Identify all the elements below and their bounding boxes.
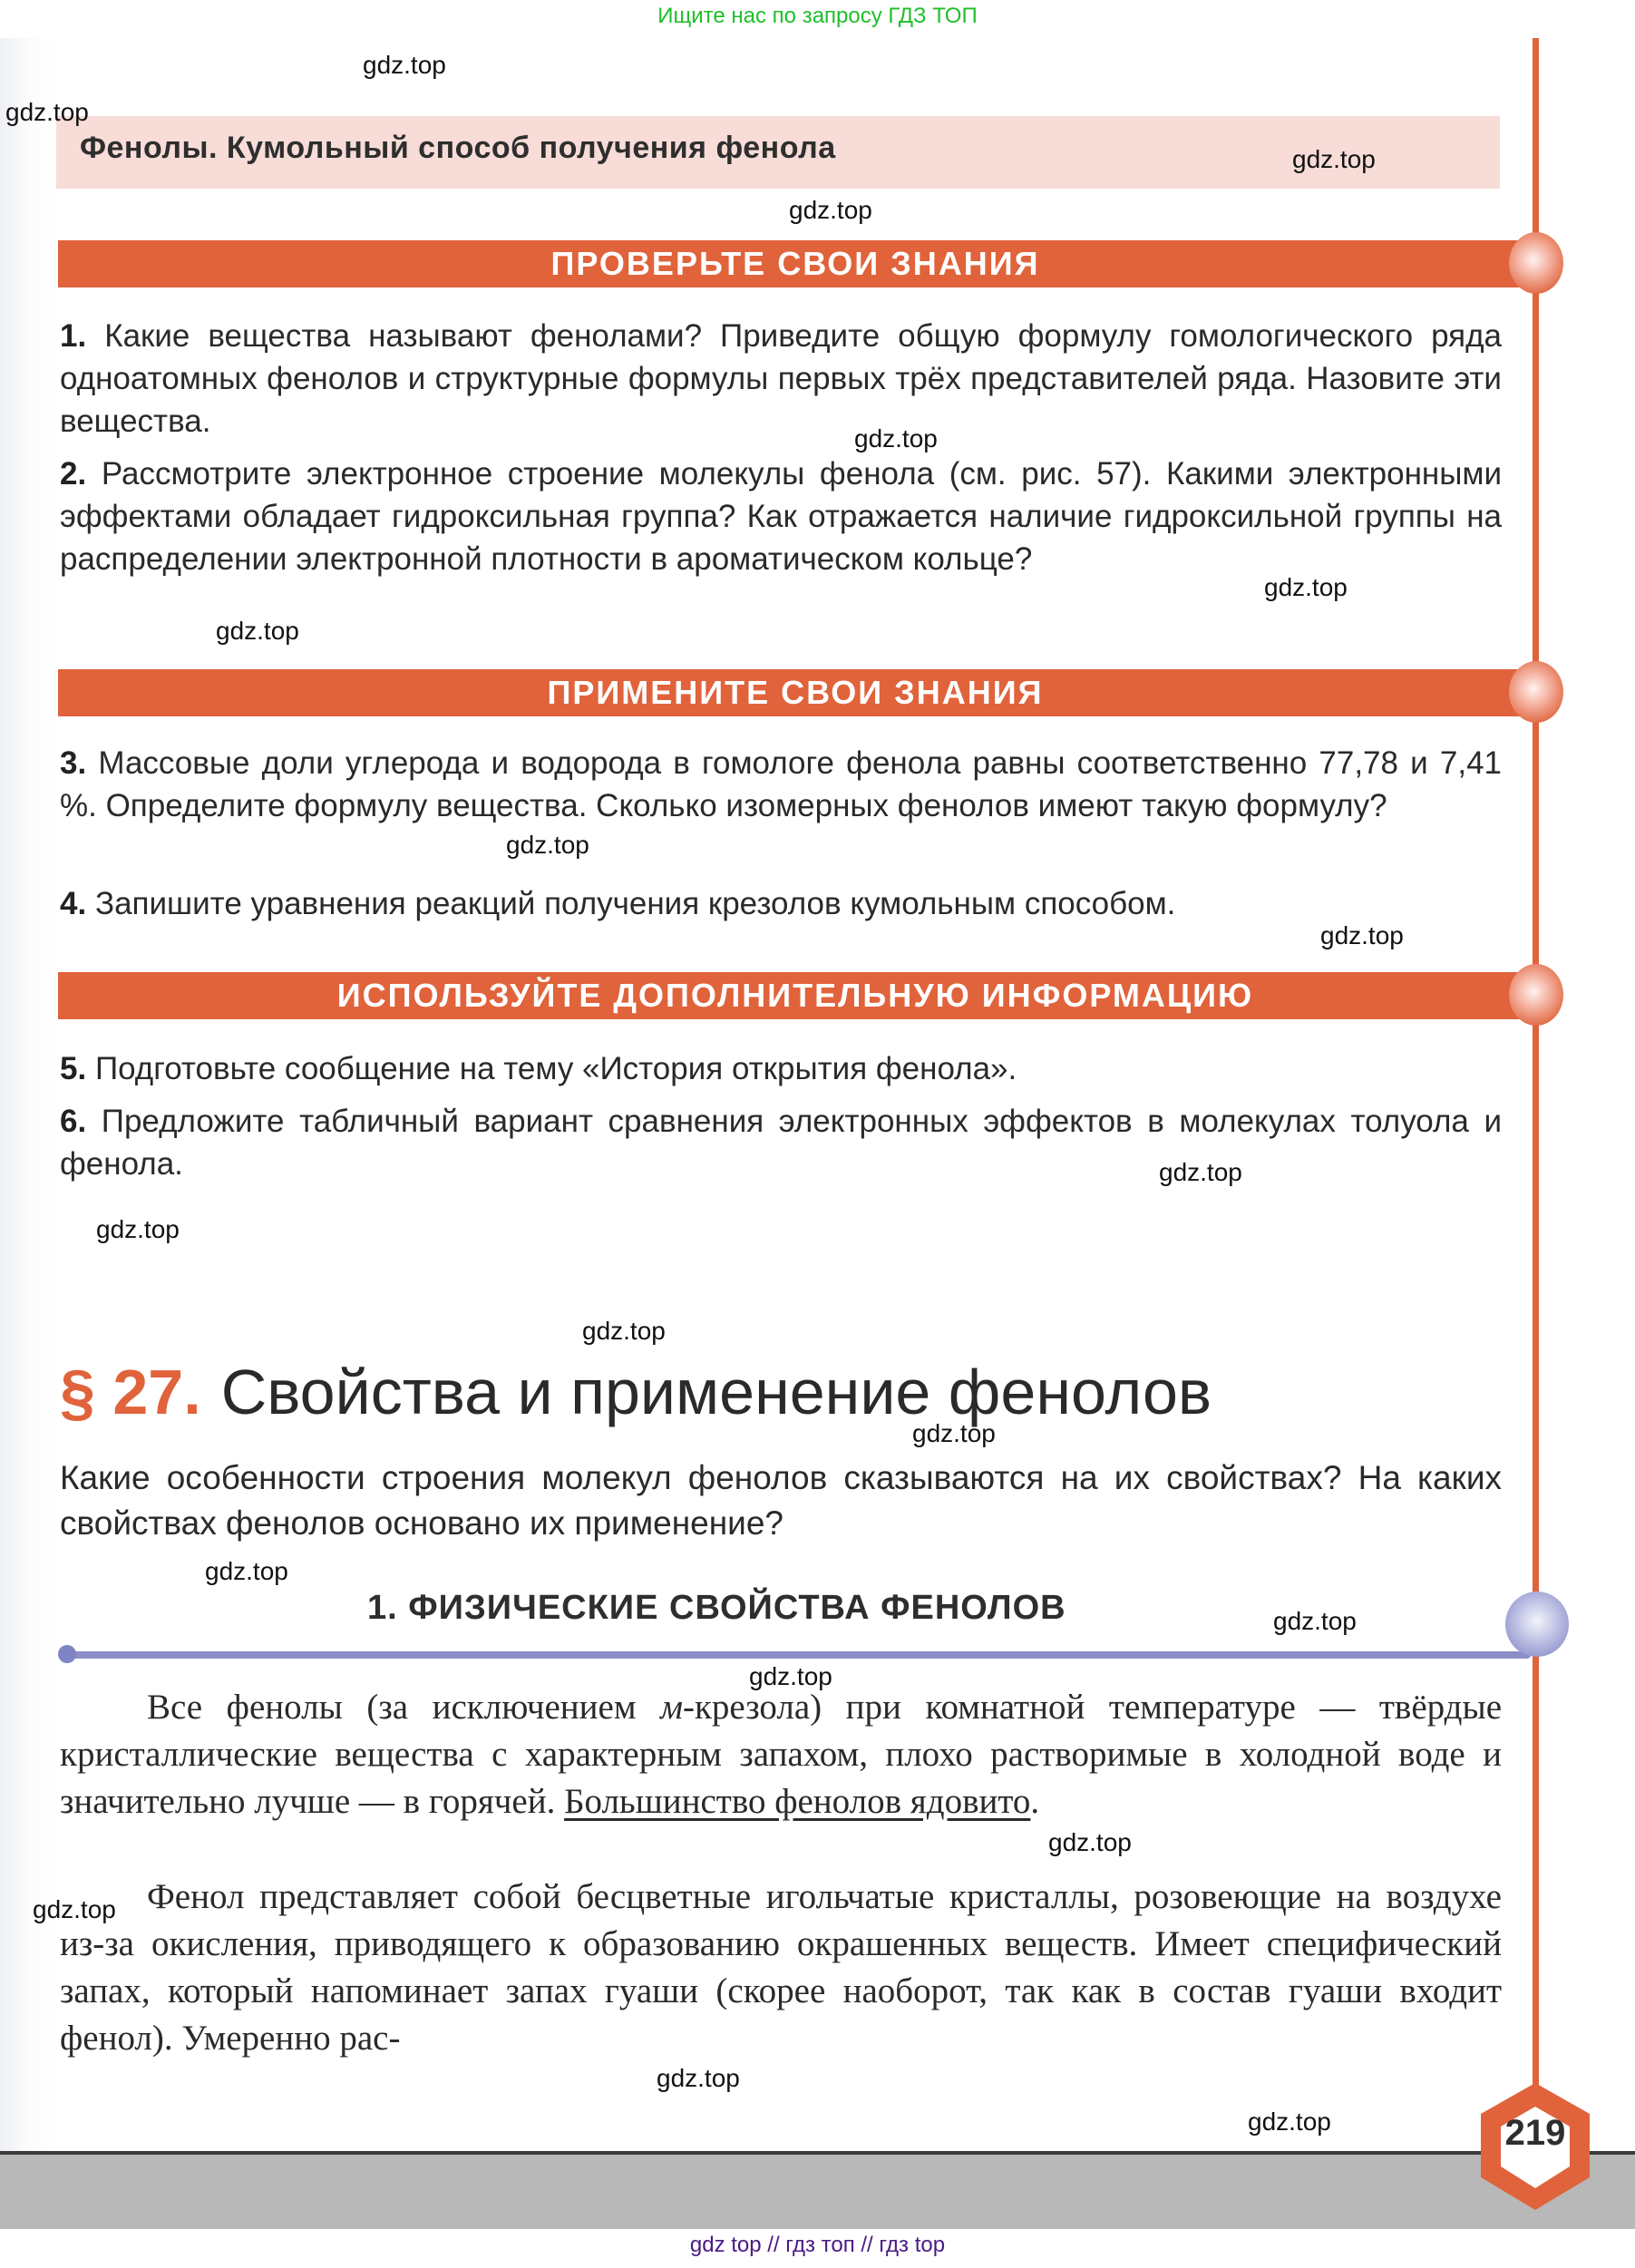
watermark: gdz.top [1292, 145, 1376, 173]
question-number: 1. [60, 318, 87, 354]
watermark: gdz.top [1048, 1828, 1132, 1856]
watermark: gdz.top [363, 51, 446, 79]
italic-m: м [660, 1688, 683, 1727]
question-text: Рассмотрите электронное строение молекулы фенола (см. рис. 57). Какими электронными эффектами обладает гидроксильная группа? Как отражается наличие гидроксильной группы на распределении электронной плотности в ароматическом кольце? [60, 456, 1502, 577]
question-2 [60, 453, 1502, 580]
heading-band-check-knowledge [58, 240, 1533, 287]
question-1 [60, 315, 1502, 443]
heading-extra-info: ИСПОЛЬЗУЙТЕ ДОПОЛНИТЕЛЬНУЮ ИНФОРМАЦИЮ [336, 977, 1254, 1014]
watermark: gdz.top [1264, 573, 1348, 601]
page-right-rail [1533, 38, 1539, 2124]
watermark: gdz.top [854, 424, 938, 453]
watermark: gdz.top [582, 1317, 666, 1345]
question-number: 5. [60, 1051, 87, 1086]
page-footer-band [0, 2151, 1635, 2229]
watermark: gdz.top [216, 617, 299, 645]
watermark: gdz.top [96, 1215, 180, 1243]
watermark: gdz.top [5, 98, 89, 126]
heading-check-knowledge: ПРОВЕРЬТЕ СВОИ ЗНАНИЯ [550, 245, 1040, 282]
question-number: 4. [60, 886, 87, 921]
question-text: Массовые доли углерода и водорода в гомологе фенола равны соответственно 77,78 и 7,41 %. Определите формулу вещества. Сколько изомерных фенолов имеют такую формулу? [60, 745, 1503, 823]
orange-ball-icon [1509, 232, 1563, 294]
bottom-links[interactable]: gdz top // гдз топ // гдз top [689, 2233, 946, 2257]
watermark: gdz.top [33, 1895, 116, 1923]
question-number: 2. [60, 456, 87, 492]
question-text: Запишите уравнения реакций получения крезолов кумольным способом. [94, 886, 1176, 921]
divider-dot-icon [58, 1645, 76, 1663]
question-text: Предложите табличный вариант сравнения электронных эффектов в молекулах толуола и фенола. [60, 1104, 1502, 1182]
paragraph-physical-properties: Все фенолы (за исключением м-крезола) при комнатной температуре — твёрдые кристаллические вещества с характерным запахом, плохо растворимые в холодной воде и значительно лучше — в горячей. Большинство фенолов ядовито. [60, 1688, 1503, 1821]
question-4 [60, 882, 1502, 925]
question-5 [60, 1047, 1502, 1090]
section-intro-questions: Какие особенности строения молекул фенолов сказываются на их свойствах? На каких свойствах фенолов основано их применение? [60, 1459, 1502, 1542]
question-number: 6. [60, 1104, 87, 1139]
section-title-text: Свойства и применение фенолов [220, 1357, 1212, 1427]
watermark: gdz.top [912, 1419, 996, 1447]
section-title [60, 1356, 1212, 1428]
subsection-heading: 1. ФИЗИЧЕСКИЕ СВОЙСТВА ФЕНОЛОВ [367, 1589, 1066, 1627]
question-6 [60, 1100, 1502, 1185]
section-number: § 27. [60, 1357, 201, 1427]
watermark: gdz.top [205, 1557, 288, 1585]
orange-ball-icon [1509, 661, 1563, 723]
underlined-warning: Большинство фенолов ядовито [564, 1782, 1031, 1821]
heading-band-extra-info [58, 972, 1533, 1019]
orange-ball-icon [1509, 964, 1563, 1026]
watermark: gdz.top [1248, 2107, 1331, 2136]
question-text: Какие вещества называют фенолами? Приведите общую формулу гомологического ряда одноатомных фенолов и структурные формулы первых трёх представителей ряда. Назовите эти вещества. [60, 318, 1502, 439]
top-banner[interactable]: Ищите нас по запросу ГДЗ ТОП [657, 4, 978, 28]
watermark: gdz.top [657, 2064, 740, 2092]
previous-section-title: Фенолы. Кумольный способ получения фенола [80, 131, 836, 165]
watermark: gdz.top [506, 831, 589, 859]
page-number: 219 [1504, 2113, 1566, 2153]
heading-band-apply-knowledge [58, 669, 1533, 716]
watermark: gdz.top [789, 196, 872, 224]
question-text: Подготовьте сообщение на тему «История открытия фенола». [94, 1051, 1017, 1086]
watermark: gdz.top [1159, 1158, 1242, 1186]
question-3 [60, 742, 1502, 827]
watermark: gdz.top [1320, 921, 1404, 949]
question-number: 3. [60, 745, 87, 781]
watermark: gdz.top [1273, 1607, 1357, 1635]
subsection-divider [62, 1651, 1531, 1659]
paragraph-phenol-description: Фенол представляет собой бесцветные игольчатые кристаллы, розовеющие на воздухе из-за окисления, приводящего к образованию окрашенных веществ. Имеет специфический запах, который напоминает запах гуаши (скорее наоборот, так как в состав гуаши входит фенол). Умеренно рас- [60, 1877, 1502, 2058]
blue-ball-icon [1505, 1591, 1569, 1657]
watermark: gdz.top [749, 1662, 832, 1690]
heading-apply-knowledge: ПРИМЕНИТЕ СВОИ ЗНАНИЯ [547, 674, 1044, 711]
